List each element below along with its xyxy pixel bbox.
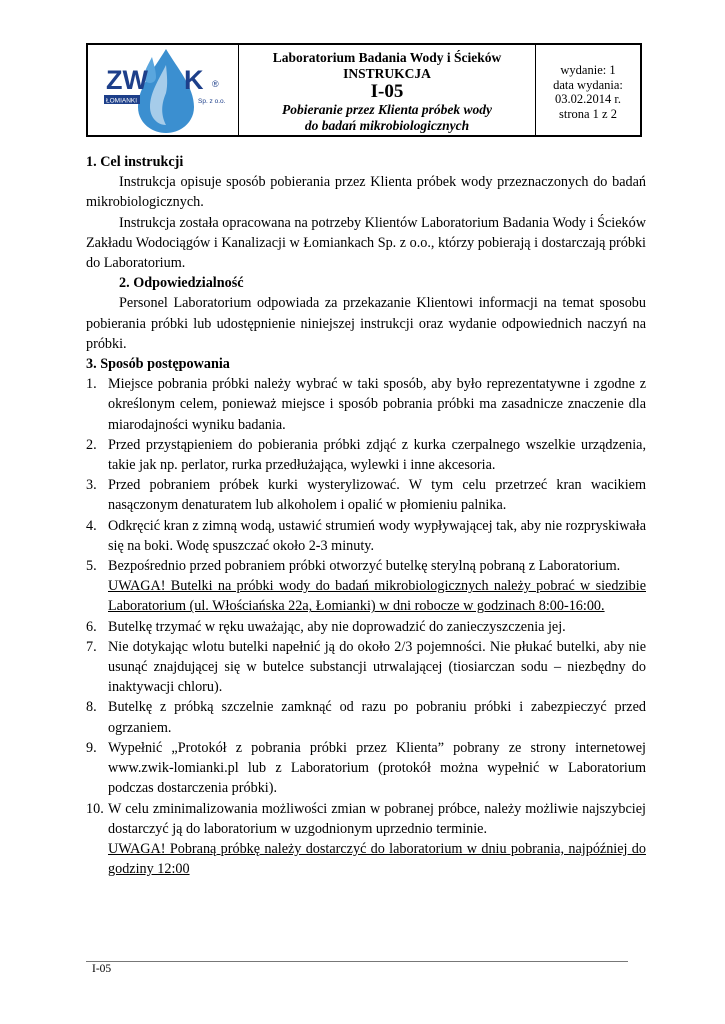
section2-heading: 2. Odpowiedzialność bbox=[119, 275, 244, 292]
list-item: 4. Odkręcić kran z zimną wodą, ustawić strumień wody wypływającej tak, aby nie rozpryskiwała się na boki. Wodę spuszczać około 2-3 minuty. bbox=[86, 517, 646, 554]
lab-title: Laboratorium Badania Wody i Ścieków bbox=[272, 50, 502, 65]
list-item: 5. Bezpośrednio przed pobraniem próbki otworzyć butelkę sterylną pobraną z Laboratorium. UWAGA! Butelki na próbki wody do badań mikrobiologicznych należy pobrać w siedzibie Laboratorium (ul. Włościańska 22a, Łomianki) w dni robocze w godzinach 8:00-16:00. bbox=[86, 556, 646, 617]
section1-paragraph2: Instrukcja została opracowana na potrzeby Klientów Laboratorium Badania Wody i Ścieków Zakładu Wodociągów i Kanalizacji w Łomiankach Sp. z o.o., którzy pobierają i dostarczają próbki do Laboratorium. bbox=[86, 214, 646, 272]
footer-code: I-05 bbox=[92, 963, 112, 975]
doc-code: I-05 bbox=[370, 81, 404, 102]
list-item: 2. Przed przystąpieniem do pobierania próbki zdjąć z kurka czerpalnego wszelkie urządzenia, takie jak np. perlator, rurka przedłużająca, wylewki i inne akcesoria. bbox=[86, 436, 646, 474]
logo-letter-k: K bbox=[184, 65, 204, 95]
logo-town: ŁOMIANKI bbox=[106, 97, 138, 105]
doc-subtitle-line1: Pobieranie przez Klienta próbek wody bbox=[282, 102, 492, 117]
logo-company-form: Sp. z o.o. bbox=[198, 98, 226, 105]
doc-subtitle-line2: do badań mikrobiologicznych bbox=[304, 117, 470, 133]
zwik-logo-icon bbox=[94, 47, 232, 135]
list-item: 7. Nie dotykając wlotu butelki napełnić ją do około 2/3 pojemności. Nie płukać butelki, aby nie usunąć znajdującej się w butelce substancji utrwalającej (tiosiarczan sodu – niezbędny do inaktywacji chloru). bbox=[86, 638, 646, 696]
doc-type: INSTRUKCJA bbox=[343, 65, 431, 81]
issue-date-label: data wydania: bbox=[553, 77, 623, 92]
list-item: 3. Przed pobraniem próbek kurki wysterylizować. W tym celu przetrzeć kran wacikiem nasączonym denaturatem lub alkoholem i opalić w płomieniu palnika. bbox=[86, 477, 646, 514]
document-header bbox=[86, 43, 642, 137]
company-logo bbox=[88, 45, 239, 135]
warning-note: UWAGA! Butelki na próbki wody do badań mikrobiologicznych należy pobrać w siedzibie Laboratorium (ul. Włościańska 22a, Łomianki) w dni robocze w godzinach 8:00-16:00. bbox=[108, 578, 646, 615]
header-meta-block bbox=[536, 45, 640, 135]
footer-divider bbox=[86, 961, 628, 962]
section2-paragraph1: Personel Laboratorium odpowiada za przekazanie Klientowi informacji na temat sposobu pobierania próbki lub udostępnienie niniejszej instrukcji oraz wydanie odpowiednich naczyń na próbki. bbox=[86, 295, 646, 352]
logo-registered: ® bbox=[212, 79, 219, 89]
header-title-block bbox=[239, 45, 536, 135]
document-body bbox=[86, 152, 646, 879]
section3-heading: 3. Sposób postępowania bbox=[86, 356, 230, 373]
section1-heading: 1. Cel instrukcji bbox=[86, 154, 184, 170]
procedure-steps bbox=[86, 374, 646, 879]
list-item: 1. Miejsce pobrania próbki należy wybrać w taki sposób, aby było reprezentatywne i zgodne z określonym celem, ponieważ miejsce i sposób pobrania próbki ma zasadnicze znaczenie dla miarodajności wyniku badania. bbox=[86, 376, 646, 433]
edition: wydanie: 1 bbox=[560, 63, 616, 77]
page-number: strona 1 z 2 bbox=[559, 106, 617, 121]
logo-letters: ZW bbox=[106, 65, 148, 95]
section1-paragraph1: Instrukcja opisuje sposób pobierania przez Klienta próbek wody przeznaczonych do badań mikrobiologicznych. bbox=[86, 174, 646, 211]
issue-date: 03.02.2014 r. bbox=[555, 92, 621, 106]
list-item: 10. W celu zminimalizowania możliwości zmian w pobranej próbce, należy możliwie najszybciej dostarczyć ją do laboratorium w uzgodnionym uprzednio terminie. UWAGA! Pobraną próbkę należy dostarczyć do laboratorium w dniu pobrania, najpóźniej do godziny 12:00 bbox=[86, 799, 646, 880]
list-item: 9. Wypełnić „Protokół z pobrania próbki przez Klienta” pobrany ze strony internetowej www.zwik-lomianki.pl lub z Laboratorium (protokół można wypełnić w Laboratorium podczas dostarczenia próbki). bbox=[86, 739, 646, 797]
list-item: 6. Butelkę trzymać w ręku uważając, aby nie doprowadzić do zanieczyszczenia jej. bbox=[86, 618, 566, 635]
warning-note: UWAGA! Pobraną próbkę należy dostarczyć do laboratorium w dniu pobrania, najpóźniej do godziny 12:00 bbox=[108, 840, 646, 878]
list-item: 8. Butelkę z próbką szczelnie zamknąć od razu po pobraniu próbki i zabezpieczyć przed ogrzaniem. bbox=[86, 699, 646, 736]
